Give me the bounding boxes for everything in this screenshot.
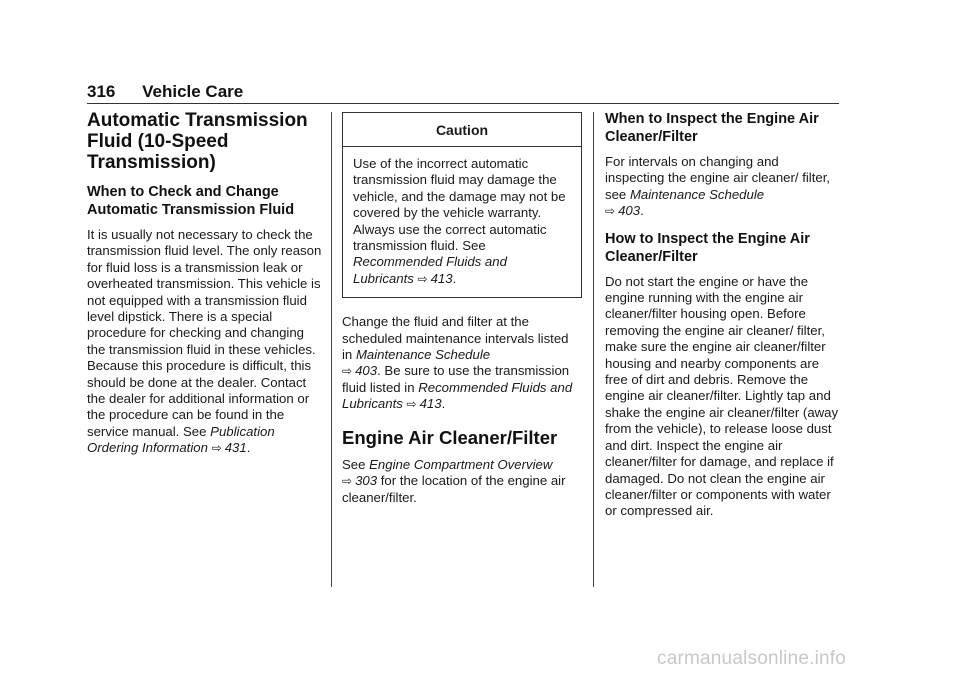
- page-ref-icon: ⇨: [605, 204, 616, 219]
- paragraph-text: for the location of the engine air cleaner/filter.: [342, 473, 566, 505]
- page-ref-icon: ⇨: [211, 441, 222, 456]
- page-ref-413[interactable]: 413: [430, 270, 453, 286]
- paragraph-end: .: [441, 396, 446, 412]
- page-ref-icon: ⇨: [342, 474, 353, 489]
- page-header: [87, 82, 839, 102]
- page-ref-303[interactable]: 303: [355, 473, 378, 489]
- link-maintenance-schedule[interactable]: Maintenance Schedule: [355, 347, 491, 363]
- link-recommended-fluids-2[interactable]: Recommended Fluids and Lubricants: [342, 379, 573, 412]
- subheading-when-check: When to Check and Change Automatic Transmission Fluid: [87, 184, 295, 218]
- paragraph-air-cleaner: [342, 457, 582, 506]
- column-3: [605, 110, 841, 530]
- link-maintenance-schedule-2[interactable]: Maintenance Schedule: [629, 186, 765, 202]
- paragraph-text: See: [342, 456, 370, 472]
- link-recommended-fluids[interactable]: Recommended Fluids and Lubricants: [353, 254, 507, 286]
- link-publication-ordering[interactable]: Publication Ordering Information: [87, 423, 275, 456]
- page-ref-icon: ⇨: [406, 397, 417, 412]
- page-ref-413-2[interactable]: 413: [419, 396, 442, 412]
- paragraph-text: Change the fluid and filter at the scheduled maintenance intervals listed in: [342, 314, 569, 363]
- caution-title: Caution: [343, 113, 581, 147]
- caution-box: [342, 112, 582, 298]
- section-heading-atf: Automatic Transmission Fluid (10-Speed Transmission): [87, 110, 308, 173]
- subheading-when-inspect: When to Inspect the Engine Air Cleaner/Filter: [605, 111, 819, 145]
- subheading-how-inspect: How to Inspect the Engine Air Cleaner/Filter: [605, 230, 810, 265]
- paragraph-how-inspect: Do not start the engine or have the engine running with the engine air cleaner/filter housing open. Before removing the engine air cleaner/ filter, make sure the engine air cleaner/filter housing and nearby components are free of dirt and debris. Remove the engine air cleaner/filter. Lightly tap and shake the engine air cleaner/filter (away from the vehicle), to release loose dust and dirt. Inspect the engine air cleaner/filter for damage, and replace if damaged. Do not clean the engine air cleaner/filter or components with water or compressed air.: [605, 273, 839, 519]
- watermark: carmanualsonline.info: [657, 648, 847, 669]
- paragraph-text: For intervals on changing and inspecting the engine air cleaner/ filter, see: [605, 154, 831, 202]
- paragraph-end: .: [246, 440, 251, 456]
- header-rule: [87, 103, 839, 104]
- paragraph-end: .: [640, 203, 644, 219]
- column-divider-2: [593, 112, 594, 587]
- page-ref-403-2[interactable]: 403: [618, 203, 641, 219]
- paragraph-intervals: [605, 154, 841, 220]
- page-ref-icon: ⇨: [417, 271, 428, 286]
- paragraph-change-fluid: [342, 314, 582, 412]
- paragraph-atf: [87, 227, 322, 457]
- page-ref-431[interactable]: 431: [224, 440, 247, 456]
- page-ref-403[interactable]: 403: [355, 363, 378, 379]
- paragraph-text: . Be sure to use the transmission fluid listed in: [342, 363, 570, 395]
- caution-end: .: [452, 270, 457, 286]
- column-divider-1: [331, 112, 332, 587]
- caution-body: [343, 147, 581, 297]
- page-ref-icon: ⇨: [342, 364, 353, 379]
- section-heading-air-cleaner: Engine Air Cleaner/Filter: [342, 426, 558, 448]
- page-number: 316: [87, 82, 116, 101]
- column-2: [342, 110, 582, 516]
- paragraph-text: It is usually not necessary to check the transmission fluid level. The only reason for fluid loss is a transmission leak or overheated transmission. This vehicle is not equipped with a transmission fluid level dipstick. There is a special procedure for checking and changing the transmission fluid in these vehicles. Because this procedure is difficult, this should be done at the dealer. Contact the dealer for additional information or the procedure can be found in the service manual. See: [87, 227, 322, 439]
- section-title: Vehicle Care: [142, 82, 244, 101]
- caution-text: Use of the incorrect automatic transmission fluid may damage the vehicle, and the damage may not be covered by the vehicle warranty. Always use the correct automatic transmission fluid. See: [353, 156, 566, 254]
- link-engine-compartment[interactable]: Engine Compartment Overview: [369, 456, 553, 472]
- column-1: [87, 110, 322, 467]
